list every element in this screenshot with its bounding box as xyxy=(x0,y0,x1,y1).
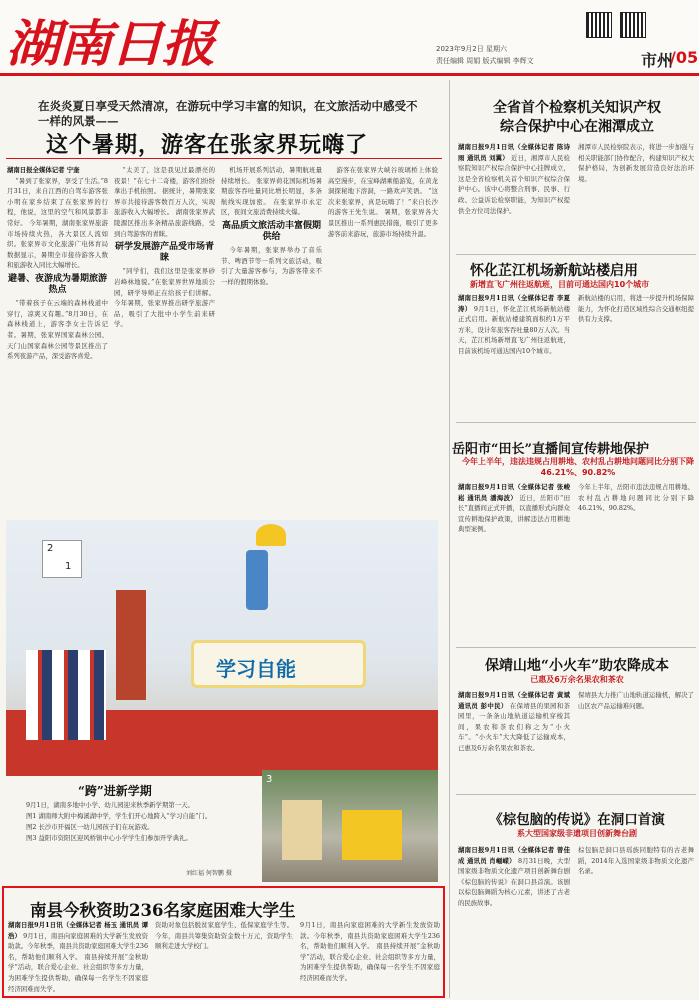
issue-date: 2023年9月2日 星期六 xyxy=(436,45,507,53)
right-subtitle-3: 今年上半年，违法违规占用耕地、农村乱占耕地问题同比分别下降46.21%、90.82% xyxy=(462,457,694,477)
lead-text: “暑到了张家界，享受了生活。”8月31日，来自江西的自驾车游客张小明在家乡结束了在张家界的行程，他说，这里的空气和风景都非常好。 今年暑期，湖南张家界旅游市场持续火热，各大景区人流如织。张家界市文化旅游广电体育局数据显示，暑期全市接待游客人数和旅游收入同比大幅增长。 xyxy=(7,176,108,270)
inset-photo-3 xyxy=(262,770,438,882)
story-text: 湘潭市人民检察院表示，将进一步加强与相关职能部门协作配合，构建知识产权大保护格局，为创新发展营造良好法治环境。 xyxy=(578,143,694,183)
lead-text: 机场开展系列活动，暑期航班量持续增长。 张家界荷花国际机场暑期旅客吞吐量同比增长明显，多条航线实现加密。 在张家界市永定区，夜间文旅消费持续火爆。 xyxy=(221,166,322,217)
lead-column-4 xyxy=(328,165,438,512)
right-story-4-col-1 xyxy=(458,690,570,790)
masthead-rule xyxy=(0,73,699,76)
lead-column-3 xyxy=(221,165,322,512)
photo-kids-bikes xyxy=(342,810,402,860)
lead-text: “太美了，这是我见过最漂亮的夜景！”在七十二奇楼，游客们纷纷拿出手机拍照。 据统计，暑期张家界市共接待游客数百万人次，实现旅游收入大幅增长。 湖南张家界武陵源区推出多条精品旅游线路，受到自驾游客的青睐。 xyxy=(114,166,215,238)
bottom-text: 9月1日，南县向家庭困难的大学新生发放资助款。今年秋季，南县共资助家庭困难大学生236名，帮助他们顺利入学。 南县持续开展“金秋助学”活动，联合爱心企业、社会组织等多方力量，为困难学生提供帮助，确保每一名学生不因家庭经济困难而失学。 xyxy=(8,931,148,993)
story-text: 近日，湘潭市人民检察院知识产权综合保护中心挂牌成立，这是全省检察机关首个知识产权综合保护中心。该中心将整合刑事、民事、行政、公益诉讼检察职能，为知识产权提供全方位司法保护。 xyxy=(458,153,570,215)
byline: 湖南日报9月1日讯（全媒体记者 张峻崧 通讯员 潘海波） xyxy=(458,483,570,502)
story-text: 棕包脑是洞口县瑶族同胞特有的古老舞蹈，2014年入选国家级非物质文化遗产名录。 xyxy=(578,846,694,876)
byline: 湖南日报9月1日讯（全媒体记者 黄斌 通讯员 彭中民） xyxy=(458,691,570,710)
right-story-2-col-2 xyxy=(578,293,694,417)
divider xyxy=(456,422,696,423)
story-text: 今年上半年，岳阳市违法违规占用耕地、农村乱占耕地问题同比分别下降46.21%、90.82%。 xyxy=(578,483,694,513)
photo-children xyxy=(282,800,322,860)
right-headline-1 xyxy=(458,99,696,137)
right-headline-5: 《棕包脑的传说》在洞口首演 xyxy=(489,812,665,828)
lead-text: “带着孩子在云端的森林栈道中穿行，凉爽又有趣。”8月30日，在森林栈道上，游客李女士告诉记者。暑期，张家界国家森林公园、天门山国家森林公园等景区推出了系列夜游产品，深受游客喜爱。 xyxy=(7,299,108,361)
right-story-2-col-1 xyxy=(458,293,570,417)
photo-caption-title: “跨”进新学期 xyxy=(78,784,152,798)
photo-number: 1 xyxy=(65,561,72,572)
divider xyxy=(456,647,696,648)
bottom-column-3 xyxy=(300,920,440,996)
banner-text: 学习自能 xyxy=(216,657,296,681)
right-story-1-col-1 xyxy=(458,142,570,250)
photo-number: 2 xyxy=(47,543,54,554)
right-story-3-col-2 xyxy=(578,482,694,642)
photo-caption: 9月1日，湖南多地中小学、幼儿园迎来秋季新学期第一天。 图1 湖南师大附中梅溪湖中学，学生们开心地跨入“学习自能”门。 图2 长沙市开福区一幼儿园孩子们在玩游戏。 图3 益阳市资阳区迎风桥镇中心小学学生们参加开学典礼。 xyxy=(26,801,212,842)
bottom-headline: 南县今秋资助236名家庭困难大学生 xyxy=(30,901,296,920)
right-story-3-col-1 xyxy=(458,482,570,642)
right-headline-4: 保靖山地“小火车”助农降成本 xyxy=(484,658,670,674)
right-headline-3: 岳阳市“田长”直播间宣传耕地保护 xyxy=(452,442,649,457)
lead-text: 游客在张家界大峡谷玻璃桥上体验高空漫步，在宝峰湖乘船游览，在黄龙洞探秘地下溶洞，一路欢声笑语。 “这次来张家界，真是玩嗨了！”来自长沙的游客王先生说。 暑期，张家界各大景区推出一系列惠民措施，吸引了更多游客前来游玩，旅游市场持续升温。 xyxy=(328,166,438,238)
lead-headline: 这个暑期，游客在张家界玩嗨了 xyxy=(46,132,369,158)
qr-code-icon xyxy=(586,12,612,38)
right-headline-2: 怀化芷江机场新航站楼启用 xyxy=(470,263,638,279)
right-subtitle-2: 新增直飞广州往返航班，目前可通达国内10个城市 xyxy=(470,280,650,289)
photo-building xyxy=(116,590,146,700)
qr-code-icon xyxy=(620,12,646,38)
right-story-1-col-2 xyxy=(578,142,694,250)
page-number: /05 xyxy=(670,48,699,67)
bottom-text: 9月1日，南县向家庭困难的大学新生发放资助款。今年秋季，南县共资助家庭困难大学生236名，帮助他们顺利入学。 南县持续开展“金秋助学”活动，联合爱心企业、社会组织等多方力量，为困难学生提供帮助，确保每一名学生不因家庭经济困难而失学。 xyxy=(300,921,440,982)
story-text: 9月1日，怀化芷江机场新航站楼正式启用。新航站楼建筑面积约1万平方米，设计年旅客吞吐量80万人次。当天，芷江机场新增直飞广州往返航班，目前该机场可通达国内10个城市。 xyxy=(458,304,570,355)
lead-text: “同学们，我们这里是张家界砂岩峰林地貌。”在张家界世界地质公园，研学导师正在给孩子们讲解。今年暑期，张家界推出研学旅游产品，吸引了大批中小学生前来研学。 xyxy=(114,267,215,329)
divider xyxy=(456,794,696,795)
headline-line: 综合保护中心在湘潭成立 xyxy=(500,119,654,135)
headline-line: 全省首个检察机关知识产权 xyxy=(493,100,661,116)
right-subtitle-4: 已惠及6万余名果农和茶农 xyxy=(530,675,624,684)
lead-subhead: 研学发展游产品受市场青睐 xyxy=(114,242,214,263)
right-story-5-col-1 xyxy=(458,845,570,997)
lead-subhead: 高品质文旅活动丰富假期供给 xyxy=(221,220,321,242)
story-text: 新航站楼的启用，将进一步提升机场保障能力，为怀化打造区域性综合交通枢纽提供有力支撑。 xyxy=(578,294,694,324)
editor-line: 责任编辑 周娟 版式编辑 李辉文 xyxy=(436,57,534,65)
right-story-5-col-2 xyxy=(578,845,694,997)
photo-number: 3 xyxy=(266,774,273,785)
byline: 湖南日报9月1日讯（全媒体记者 曾佳成 通讯员 肖崛嵘） xyxy=(458,846,570,865)
divider xyxy=(456,254,696,255)
story-text: 保靖县大力推广山地轨道运输机，解决了山区农产品运输难问题。 xyxy=(578,691,694,710)
column-divider xyxy=(449,80,450,998)
photo-yellow-hat xyxy=(256,524,286,546)
lead-column-2 xyxy=(114,165,215,512)
right-subtitle-5: 系大型国家级非遗项目创新舞台剧 xyxy=(517,829,637,838)
story-text: 在保靖县的果园和茶园里，一条条山地轨道运输机穿梭其间，果农和茶农们称之为“小火车”。“小火车”大大降低了运输成本，已惠及6万余名果农和茶农。 xyxy=(458,701,570,752)
bottom-text: 资助对象包括脱贫家庭学生、低保家庭学生等。今年，南县共筹集资助资金数十万元，资助学生顺利走进大学校门。 xyxy=(155,921,293,951)
lead-byline: 湖南日报全媒体记者 宁奎 xyxy=(7,166,80,174)
bottom-column-1 xyxy=(8,920,148,996)
byline: 湖南日报9月1日讯（全媒体记者 陈诗雨 通讯员 刘翼） xyxy=(458,143,570,162)
photo-credit: 刘红福 何智鹏 摄 xyxy=(186,870,232,877)
byline: 湖南日报9月1日讯（全媒体记者 李夏涛） xyxy=(458,294,570,313)
bottom-column-2 xyxy=(155,920,293,996)
inset-number-box xyxy=(42,540,82,578)
photo-child xyxy=(246,550,268,610)
story-text: 8月31日晚，大型国家级非物质文化遗产项目创新舞台剧《棕包脑的传说》在洞口县首演。该剧以棕包脑舞蹈为核心元素，讲述了古老的民族故事。 xyxy=(458,856,570,907)
lead-text: 今年暑期，张家界举办了音乐节、啤酒节等一系列文旅活动，吸引了大量游客参与，为游客带来不一样的假期体验。 xyxy=(221,246,322,286)
story-text: 近日，岳阳市“田长”直播间正式开播，以直播形式向群众宣传耕地保护政策，讲解违法占用耕地典型案例。 xyxy=(458,493,570,534)
lead-column-1 xyxy=(7,165,108,512)
lead-subhead: 避暑、夜游成为暑期旅游热点 xyxy=(7,273,107,295)
lead-kicker: 在炎炎夏日享受天然清凉，在游玩中学习丰富的知识，在文旅活动中感受不一样的风景—— xyxy=(38,99,418,128)
bottom-byline: 湖南日报9月1日讯（全媒体记者 杨玉 通讯员 谭浩） xyxy=(8,921,148,940)
right-story-4-col-2 xyxy=(578,690,694,790)
photo-students xyxy=(26,650,106,740)
photo-banner xyxy=(191,640,366,688)
divider xyxy=(6,158,442,159)
section-name: 市州 xyxy=(641,51,674,70)
newspaper-logo: 湖南日报 xyxy=(6,14,214,73)
